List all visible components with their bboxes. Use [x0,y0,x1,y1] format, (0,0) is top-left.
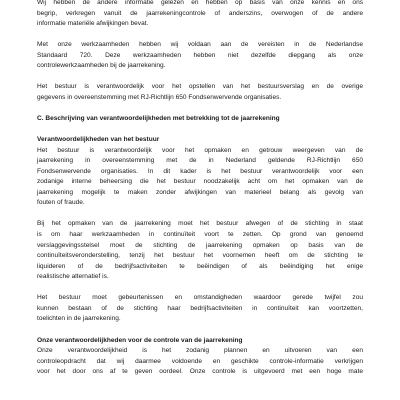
text-line: Wij hebben de andere informatie gelezen en hebben op basis van onze kennis en ons [37,0,363,6]
paragraph-going-concern [37,219,363,282]
paragraph-board-financial-statements [37,146,363,209]
subheading-audit-responsibilities: Onze verantwoordelijkheden voor de controle van de jaarrekening [37,336,243,344]
document-page [37,0,363,378]
text-line: Fondsenwervende organisaties. In dit kader is het bestuur verantwoordelijk voor een [37,167,363,175]
text-line: controleopdracht dat wij daarmee voldoende en geschikte controle-informatie verkrijgen [37,357,363,365]
paragraph-standard-720 [37,40,363,72]
text-line: verslaggevingsstelsel moet de stichting de jaarrekening opmaken op basis van de [37,241,363,249]
paragraph-audit-responsibility [37,346,363,378]
text-line: is om haar werkzaamheden in continuïteit voort te zetten. Op grond van genoemd [37,231,363,239]
text-line: liquideren of de bedrijfsactiviteiten te beëindigen of als beëindiging het enige [37,262,363,270]
section-heading-c: C. Beschrijving van verantwoordelijkheden met betrekking tot de jaarrekening [37,115,280,123]
text-line: Het bestuur moet gebeurtenissen en omstandigheden waardoor gerede twijfel zou [37,294,363,302]
text-line: zodanige interne beheersing die het bestuur noodzakelijk acht om het opmaken van de [37,178,363,186]
text-line: Het bestuur is verantwoordelijk voor het opstellen van het bestuursverslag en de overige [37,83,363,91]
paragraph-spacer [37,72,363,83]
paragraph-other-information [37,0,363,30]
text-line: fouten of fraude. [37,199,85,207]
text-line: realistische alternatief is. [37,273,109,281]
text-line: Het bestuur is verantwoordelijk voor het opmaken en getrouw weergeven van de [37,146,363,154]
paragraph-spacer [37,283,363,294]
subheading-board-responsibilities: Verantwoordelijkheden van het bestuur [37,136,160,144]
text-line: Met onze werkzaamheden hebben wij voldaan aan de vereisten in de Nederlandse [37,41,363,49]
text-line: Standaard 720. Deze werkzaamheden hebben niet dezelfde diepgang als onze [37,51,363,59]
text-line: jaarrekening in overeenstemming met de in Nederland geldende RJ-Richtlijn 650 [37,157,363,165]
text-line: Bij het opmaken van de jaarrekening moet het bestuur afwegen of de stichting in staat [37,220,363,228]
paragraph-spacer [37,209,363,220]
text-line: toelichten in de jaarrekening. [37,315,121,323]
paragraph-spacer [37,125,363,136]
text-line: informatie materiële afwijkingen bevat. [37,20,149,28]
text-line: begrip, verkregen vanuit de jaarrekeningcontrole of anderszins, overwogen of de andere [37,9,363,17]
text-line: continuïteitsveronderstelling, tenzij het bestuur het voornemen heeft om de stichting te [37,252,363,260]
paragraph-spacer [37,325,363,336]
paragraph-events-disclosure [37,293,363,325]
paragraph-spacer [37,30,363,41]
paragraph-spacer [37,103,363,114]
text-line: Onze verantwoordelijkheid is het zodanig plannen en uitvoeren van een [37,347,363,355]
text-line: voor het door ons af te geven oordeel. Onze controle is uitgevoerd met een hoge mate [37,368,363,376]
text-line: jaarrekening mogelijk te maken zonder afwijkingen van materieel belang als gevolg van [37,188,363,196]
text-line: kunnen bestaan of de stichting haar bedrijfsactiviteiten in continuïteit kan voortzetten, [37,304,363,312]
text-line: controlewerkzaamheden bij de jaarrekening. [37,62,166,70]
text-line: gegevens in overeenstemming met RJ-Richtlijn 650 Fondsenwervende organisaties. [37,93,282,101]
paragraph-board-report-responsibility [37,82,363,103]
